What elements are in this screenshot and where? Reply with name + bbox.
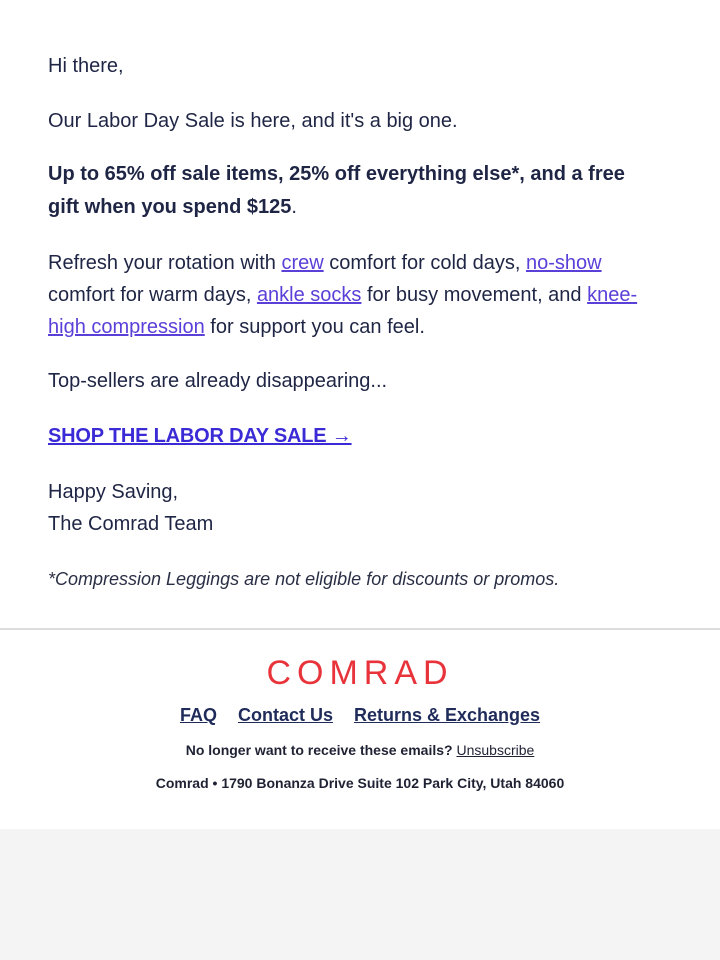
rotation-text-4: for busy movement, and — [361, 284, 588, 306]
footer-links — [0, 705, 720, 726]
email-footer — [0, 630, 720, 829]
company-address: Comrad • 1790 Bonanza Drive Suite 102 Park City, Utah 84060 — [155, 775, 565, 791]
unsubscribe-link[interactable]: Unsubscribe — [456, 742, 535, 758]
offer-text — [48, 158, 658, 224]
intro-text: Our Labor Day Sale is here, and it's a big one. — [48, 110, 458, 132]
unsubscribe-prompt: No longer want to receive these emails? — [185, 742, 457, 758]
offer-bold: Up to 65% off sale items, 25% off everything else*, and a free gift when you spend $125 — [48, 163, 625, 218]
knee-high-compression-link[interactable]: knee-high compression — [48, 284, 638, 338]
no-show-link[interactable]: no-show — [525, 252, 602, 274]
signoff — [48, 476, 668, 540]
contact-us-link[interactable]: Contact Us — [237, 705, 333, 725]
shop-sale-cta-link[interactable]: SHOP THE LABOR DAY SALE → — [48, 425, 352, 447]
returns-exchanges-link[interactable]: Returns & Exchanges — [354, 705, 541, 725]
faq-link[interactable]: FAQ — [179, 705, 217, 725]
signoff-line-2: The Comrad Team — [48, 513, 214, 535]
signoff-line-1: Happy Saving, — [48, 481, 179, 503]
page-background — [0, 829, 720, 960]
rotation-text-3: comfort for warm days, — [48, 284, 257, 306]
rotation-paragraph — [48, 247, 648, 343]
offer-period: . — [291, 196, 297, 218]
rotation-text-1: Refresh your rotation with — [48, 252, 282, 274]
disclaimer-text: *Compression Leggings are not eligible for discounts or promos. — [48, 569, 560, 589]
rotation-text-2: comfort for cold days, — [323, 252, 526, 274]
unsubscribe-line — [0, 742, 720, 758]
ankle-socks-link[interactable]: ankle socks — [256, 284, 362, 306]
rotation-text-5: for support you can feel. — [204, 316, 425, 338]
crew-link[interactable]: crew — [281, 252, 324, 274]
brand-logo[interactable]: COMRAD — [266, 654, 454, 692]
greeting-text: Hi there, — [48, 55, 124, 77]
top-sellers-text: Top-sellers are already disappearing... — [48, 370, 388, 392]
